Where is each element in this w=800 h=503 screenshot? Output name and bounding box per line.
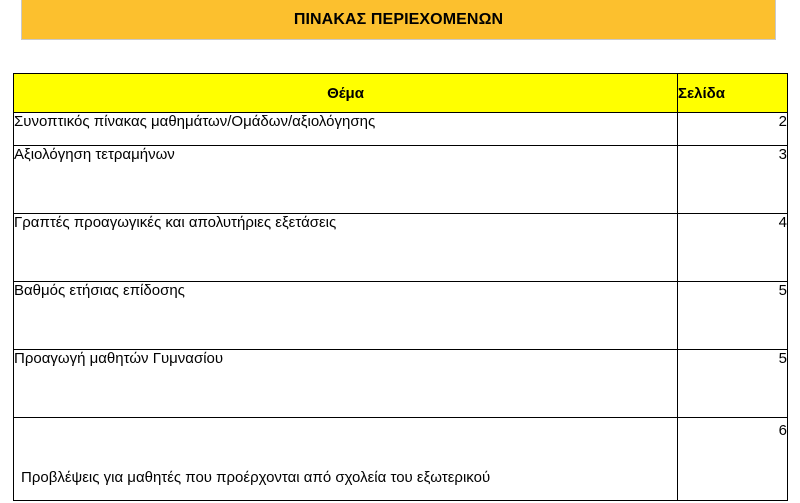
header-page: Σελίδα: [678, 74, 788, 113]
document-title-bar: [21, 0, 776, 40]
row-topic: Συνοπτικός πίνακας μαθημάτων/Ομάδων/αξιολόγησης: [14, 113, 678, 146]
table-of-contents: [13, 73, 788, 501]
document-title: ΠΙΝΑΚΑΣ ΠΕΡΙΕΧΟΜΕΝΩΝ: [293, 10, 504, 28]
table-row: [14, 214, 788, 282]
table-row: [14, 146, 788, 214]
row-topic: Αξιολόγηση τετραμήνων: [14, 146, 678, 214]
row-topic: Γραπτές προαγωγικές και απολυτήριες εξετάσεις: [14, 214, 678, 282]
row-page: 3: [678, 146, 788, 214]
row-page: 6: [678, 418, 788, 501]
row-topic: Προαγωγή μαθητών Γυμνασίου: [14, 350, 678, 418]
table-row: [14, 418, 788, 501]
row-page: 5: [678, 350, 788, 418]
header-topic: Θέμα: [14, 74, 678, 113]
row-topic: Προβλέψεις για μαθητές που προέρχονται από σχολεία του εξωτερικού: [14, 418, 678, 501]
table-row: [14, 113, 788, 146]
row-page: 2: [678, 113, 788, 146]
row-page: 4: [678, 214, 788, 282]
row-page: 5: [678, 282, 788, 350]
table-row: [14, 282, 788, 350]
table-row: [14, 350, 788, 418]
table-header-row: [14, 74, 788, 113]
row-topic: Βαθμός ετήσιας επίδοσης: [14, 282, 678, 350]
